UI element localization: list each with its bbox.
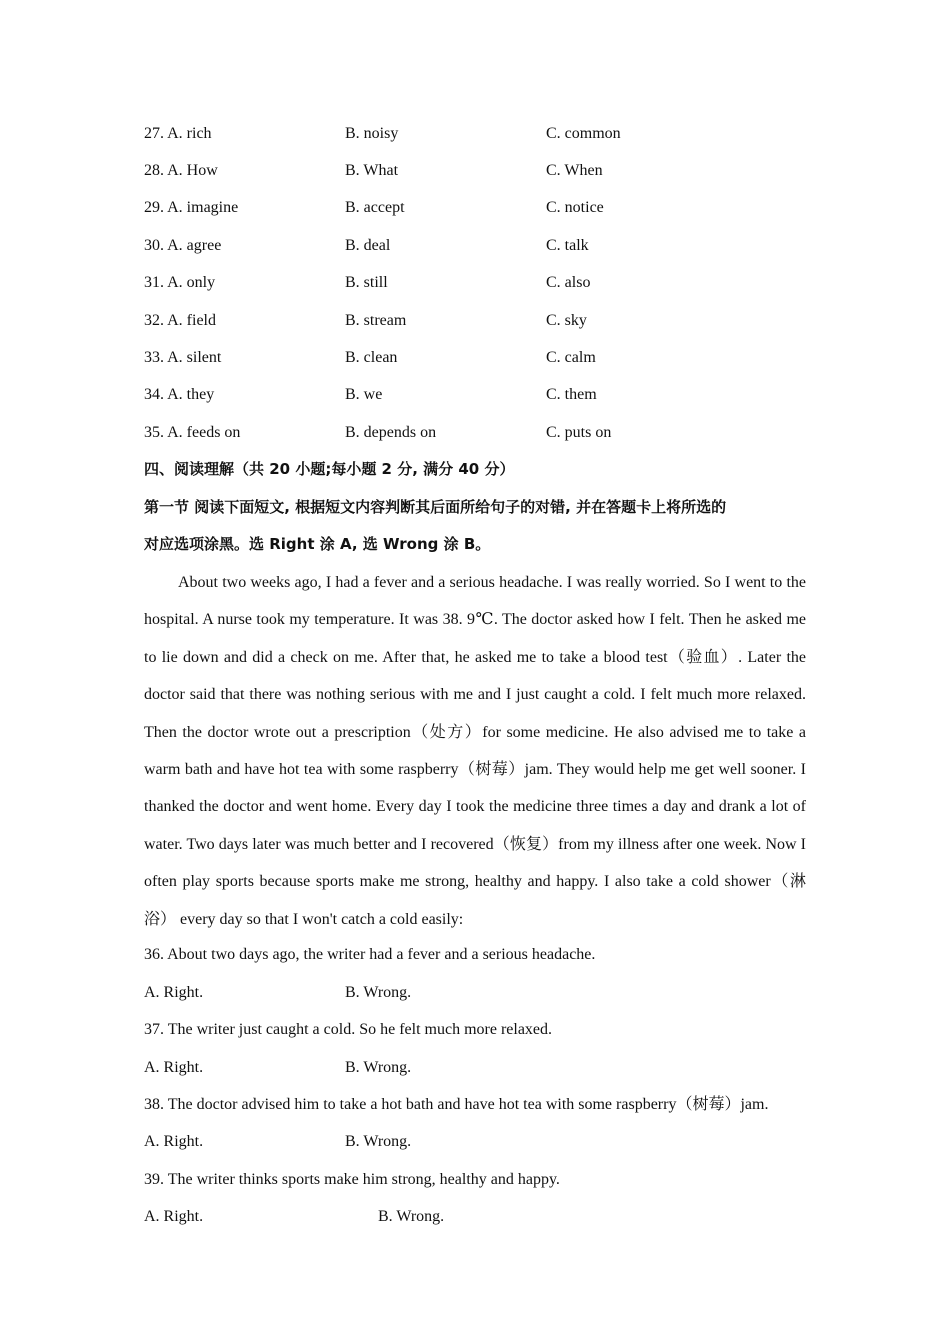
option-c: C. talk xyxy=(546,237,589,254)
option-c: C. When xyxy=(546,162,603,179)
answer-wrong: B. Wrong. xyxy=(345,984,412,1001)
answer-right: A. Right. xyxy=(144,984,204,1001)
option-b: B. depends on xyxy=(345,424,437,441)
option-a: 30. A. agree xyxy=(144,237,222,254)
question-39: 39. The writer thinks sports make him strong, healthy and happy. xyxy=(144,1171,560,1188)
answer-wrong: B. Wrong. xyxy=(378,1208,445,1225)
option-b: B. noisy xyxy=(345,125,399,142)
question-37: 37. The writer just caught a cold. So he felt much more relaxed. xyxy=(144,1021,553,1038)
option-b: B. accept xyxy=(345,199,405,216)
option-c: C. calm xyxy=(546,349,596,366)
answer-wrong: B. Wrong. xyxy=(345,1059,412,1076)
option-a: 31. A. only xyxy=(144,274,216,291)
option-b: B. still xyxy=(345,274,388,291)
option-c: C. notice xyxy=(546,199,604,216)
option-a: 34. A. they xyxy=(144,386,215,403)
reading-passage: About two weeks ago, I had a fever and a serious headache. I was really worried. So I went to the hospital. A nurse took my temperature. It was 38. 9℃. The doctor asked how I felt. Then he asked me to lie down and did a check on me. After that, he asked me to take a blood test（验血）. Later the doctor said that there was nothing serious with me and I just caught a cold. I felt much more relaxed. Then the doctor wrote out a prescription（处方）for some medicine. He also advised me to take a warm bath and have hot tea with some raspberry（树莓）jam. They would help me get well sooner. I thanked the doctor and went home. Every day I took the medicine three times a day and drank a lot of water. Two days later was much better and I recovered（恢复）from my illness after one week. Now I often play sports because sports make me strong, healthy and happy. I also take a cold shower（淋浴） every day so that I won't catch a cold easily: xyxy=(144,574,806,928)
instruction-line-2: 对应选项涂黑。选 Right 涂 A, 选 Wrong 涂 B。 xyxy=(144,535,491,553)
question-36: 36. About two days ago, the writer had a fever and a serious headache. xyxy=(144,946,596,963)
option-a: 32. A. field xyxy=(144,312,216,329)
instruction-line-1: 第一节 阅读下面短文, 根据短文内容判断其后面所给句子的对错, 并在答题卡上将所选的 xyxy=(144,498,727,516)
option-a: 35. A. feeds on xyxy=(144,424,241,441)
option-a: 29. A. imagine xyxy=(144,199,239,216)
answer-right: A. Right. xyxy=(144,1133,204,1150)
option-a: 28. A. How xyxy=(144,162,218,179)
option-a: 33. A. silent xyxy=(144,349,222,366)
option-b: B. What xyxy=(345,162,399,179)
option-b: B. deal xyxy=(345,237,391,254)
option-c: C. also xyxy=(546,274,591,291)
answer-wrong: B. Wrong. xyxy=(345,1133,412,1150)
option-b: B. stream xyxy=(345,312,407,329)
question-38: 38. The doctor advised him to take a hot bath and have hot tea with some raspberry（树莓）jam. xyxy=(144,1096,769,1113)
option-a: 27. A. rich xyxy=(144,125,212,142)
option-c: C. common xyxy=(546,125,621,142)
option-b: B. clean xyxy=(345,349,398,366)
section-title: 四、阅读理解（共 20 小题;每小题 2 分, 满分 40 分） xyxy=(144,460,515,478)
answer-right: A. Right. xyxy=(144,1059,204,1076)
option-c: C. sky xyxy=(546,312,587,329)
option-b: B. we xyxy=(345,386,383,403)
option-c: C. puts on xyxy=(546,424,612,441)
option-c: C. them xyxy=(546,386,597,403)
answer-right: A. Right. xyxy=(144,1208,204,1225)
